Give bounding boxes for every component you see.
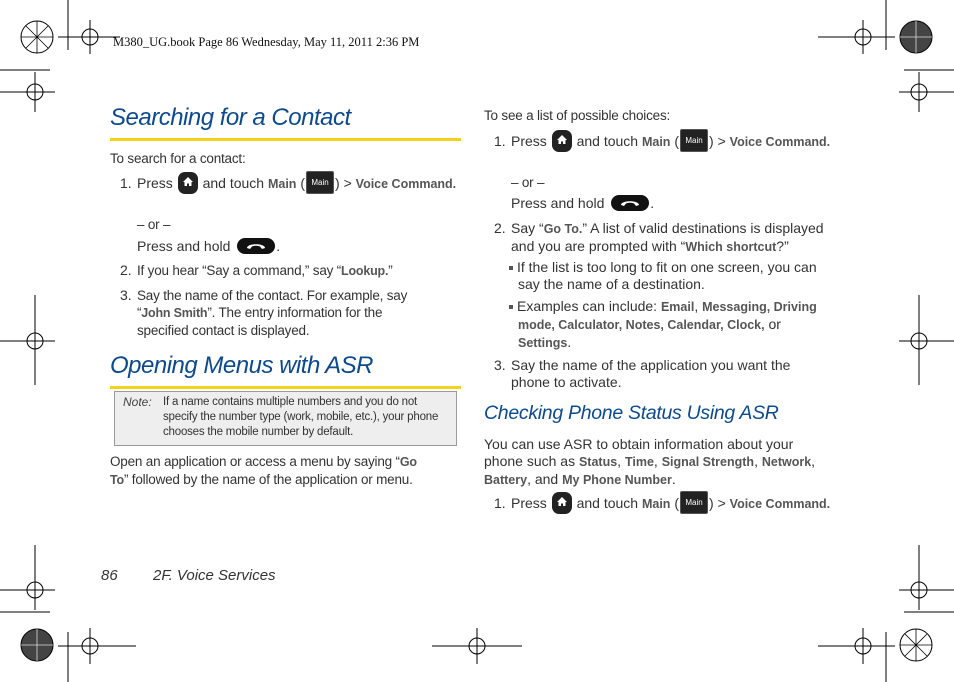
step-1: Press and touch Main ( Main ) > Voice Command. — [511, 133, 841, 152]
press-hold-line: Press and hold . — [511, 195, 655, 211]
main-menu-icon: Main — [680, 491, 708, 514]
step-number: 1. — [494, 133, 506, 149]
main-menu-icon: Main — [306, 171, 334, 194]
step-number: 3. — [120, 287, 132, 303]
title-underline — [110, 386, 461, 389]
step-3: Say the name of the contact. For example, say “John Smith”. The entry information for the specified contact is displayed. — [137, 288, 408, 338]
step-1: Press and touch Main ( Main ) > Voice Command. — [511, 495, 841, 514]
section-title-opening-menus: Opening Menus with ASR — [110, 352, 373, 379]
page-number: 86 — [101, 567, 118, 584]
press-hold-line: Press and hold . — [137, 238, 281, 254]
section-name: 2F. Voice Services — [153, 567, 276, 584]
or-separator: – or – — [511, 175, 545, 190]
step-1: Press and touch Main ( Main ) > Voice Command. — [137, 175, 467, 194]
status-paragraph: You can use ASR to obtain information about your phone such as Status, Time, Signal Strength, Network, Battery, and My Phone Number. — [484, 436, 816, 487]
step-3: Say the name of the application you want the phone to activate. — [511, 357, 791, 390]
bullet-icon — [509, 266, 513, 270]
intro-text: To see a list of possible choices: — [484, 108, 671, 123]
end-call-key-icon — [611, 195, 649, 211]
subsection-title: Checking Phone Status Using ASR — [484, 402, 779, 424]
home-key-icon — [552, 130, 572, 152]
main-menu-icon: Main — [680, 129, 708, 152]
open-menu-paragraph: Open an application or access a menu by saying “Go To” followed by the name of the application or menu. — [110, 454, 417, 487]
note-label: Note: — [123, 395, 152, 409]
step-2: If you hear “Say a command,” say “Lookup.” — [137, 263, 393, 278]
step-number: 1. — [494, 495, 506, 511]
intro-text: To search for a contact: — [110, 151, 246, 166]
bullet-icon — [509, 305, 513, 309]
step-number: 2. — [494, 220, 506, 236]
step-number: 3. — [494, 357, 506, 373]
section-title-searching: Searching for a Contact — [110, 104, 351, 131]
note-box — [114, 391, 457, 446]
bullet-item: Examples can include: Email, Messaging, Driving mode, Calculator, Notes, Calendar, Clock, or Settings. — [509, 298, 849, 352]
print-header: M380_UG.book Page 86 Wednesday, May 11, 2011 2:36 PM — [113, 35, 420, 49]
or-separator: – or – — [137, 217, 171, 232]
title-underline — [110, 138, 461, 141]
bullet-item: If the list is too long to fit on one screen, you can say the name of a destination. — [509, 259, 849, 293]
step-2: Say “Go To.” A list of valid destinations is displayed and you are prompted with “Which shortcut?” — [511, 220, 824, 254]
home-key-icon — [178, 172, 198, 194]
note-text: If a name contains multiple numbers and you do not specify the number type (work, mobile, etc.), your phone chooses the mobile number by default. — [163, 396, 439, 438]
step-number: 2. — [120, 262, 132, 278]
home-key-icon — [552, 492, 572, 514]
end-call-key-icon — [237, 238, 275, 254]
step-number: 1. — [120, 175, 132, 191]
